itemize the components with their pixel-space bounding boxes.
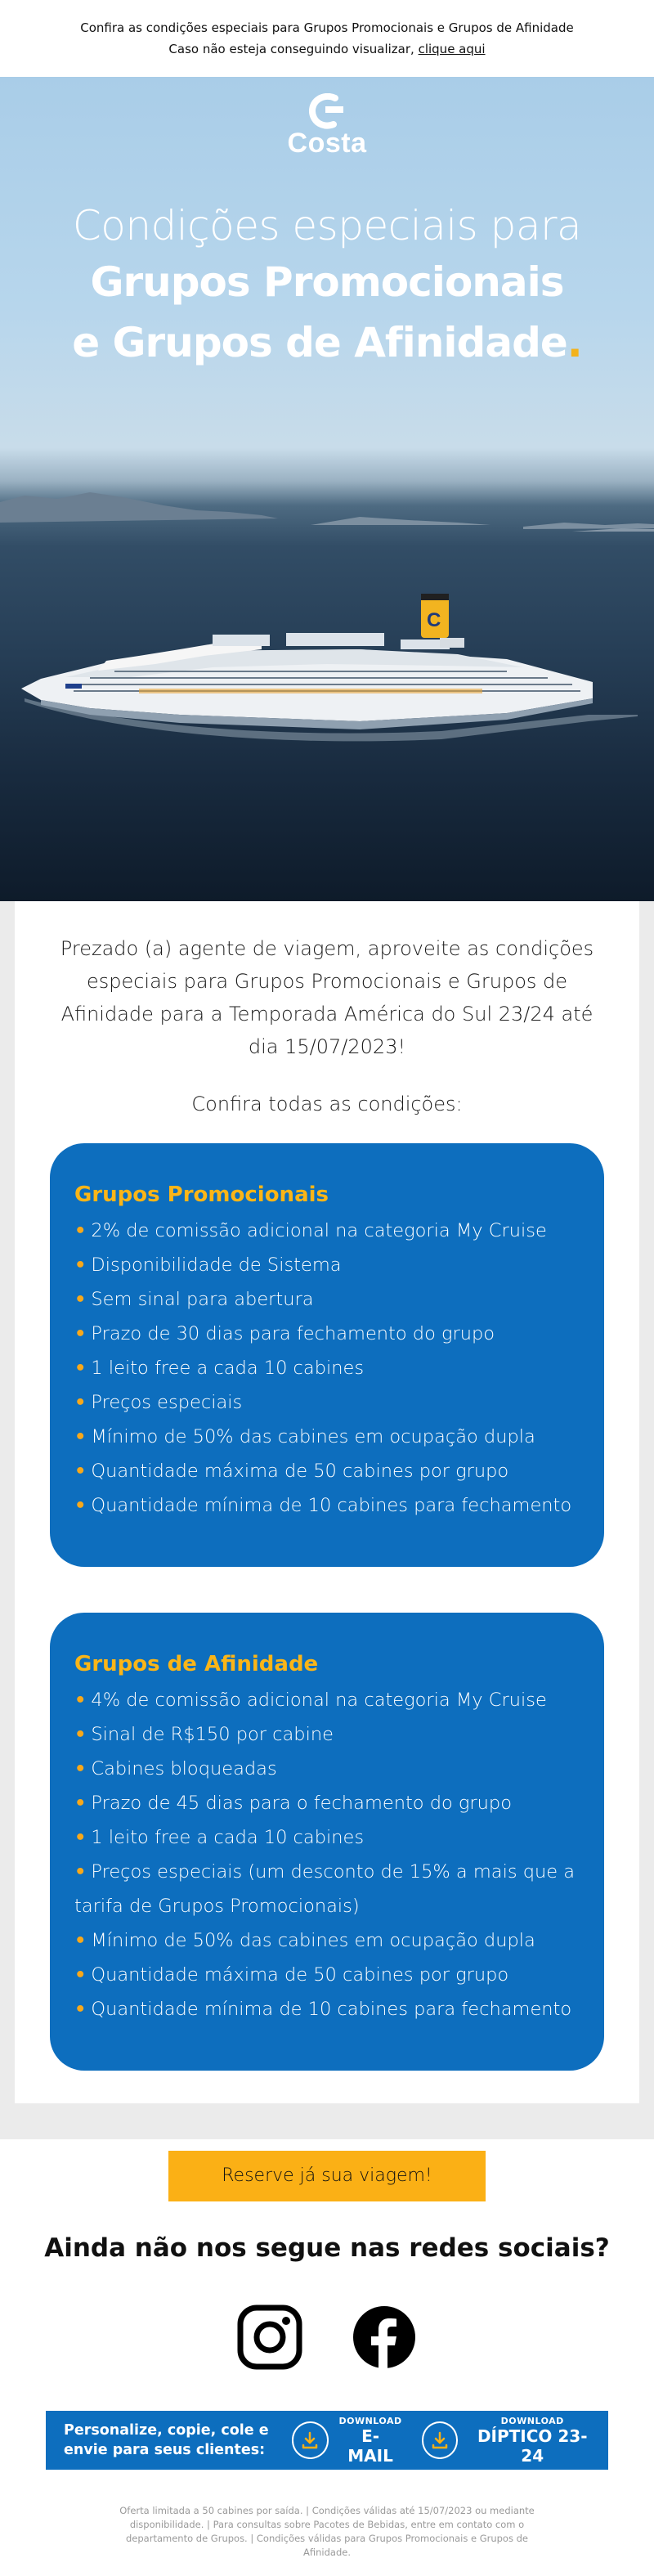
download-small-label: DOWNLOAD (338, 2415, 402, 2426)
cta-section (0, 2139, 654, 2201)
reserve-button[interactable]: Reserve já sua viagem! (168, 2151, 486, 2201)
list-item-text: Quantidade máxima de 50 cabines por grupo (91, 1964, 509, 1986)
hero-title-line2: Grupos Promocionais (90, 258, 564, 306)
list-item-text: Prazo de 30 dias para fechamento do grupo (91, 1323, 495, 1344)
conditions-list (74, 1214, 581, 1523)
download-email-button[interactable] (292, 2416, 402, 2466)
list-item-text: 1 leito free a cada 10 cabines (91, 1827, 365, 1848)
list-item (74, 1420, 581, 1454)
list-item-text: Preços especiais (91, 1392, 243, 1413)
view-online-link[interactable]: clique aqui (418, 42, 486, 56)
bullet-icon: • (74, 1793, 87, 1814)
list-item (74, 1351, 581, 1385)
preheader (0, 0, 654, 77)
list-item-text: 1 leito free a cada 10 cabines (91, 1358, 365, 1379)
list-item (74, 1958, 581, 1992)
bullet-icon: • (74, 1495, 87, 1516)
list-item (74, 1282, 581, 1317)
list-item-text: 4% de comissão adicional na categoria My Cruise (91, 1690, 547, 1711)
download-email-label (338, 2416, 401, 2466)
hero-title-dot: . (567, 319, 582, 366)
download-diptico-button[interactable] (422, 2416, 597, 2466)
bullet-icon: • (74, 1758, 87, 1779)
download-banner (46, 2411, 608, 2470)
list-item-text: Mínimo de 50% das cabines em ocupação dupla (91, 1426, 535, 1447)
conditions-list (74, 1683, 581, 2026)
content-wrapper (0, 901, 654, 2139)
bullet-icon: • (74, 1254, 87, 1276)
social-title: Ainda não nos segue nas redes sociais? (44, 2233, 610, 2263)
list-item-text: Sinal de R$150 por cabine (91, 1724, 334, 1745)
list-item-text: Quantidade máxima de 50 cabines por grupo (91, 1461, 509, 1482)
preheader-prefix: Caso não esteja conseguindo visualizar, (168, 42, 419, 56)
hero-title-line3-text: e Grupos de Afinidade (72, 319, 567, 366)
list-item (74, 1248, 581, 1282)
list-item-text: 2% de comissão adicional na categoria My Cruise (91, 1220, 547, 1241)
list-item (74, 1214, 581, 1248)
card-grupos-de-afinidade (50, 1613, 604, 2071)
download-small-label: DOWNLOAD (500, 2415, 564, 2426)
list-item (74, 1786, 581, 1820)
bullet-icon: • (74, 1861, 87, 1883)
bullet-icon: • (74, 1827, 87, 1848)
costa-logo (0, 93, 654, 159)
hero-title-line1: Condições especiais para (72, 202, 582, 249)
svg-text:C: C (427, 609, 441, 631)
list-item (74, 1820, 581, 1855)
list-item-text: Cabines bloqueadas (91, 1758, 277, 1779)
bullet-icon: • (74, 1999, 87, 2020)
list-item (74, 1752, 581, 1786)
download-icon (292, 2421, 329, 2459)
preheader-line2 (168, 38, 485, 60)
footer-disclaimer: Oferta limitada a 50 cabines por saída. | Condições válidas até 15/07/2023 ou mediante disponibilidade. | Para consultas sobre Pacotes de Bebidas, entre em contato com o departamento de Grupos. | Condições válidas para Grupos Promocionais e Grupos de Afinidade. (119, 2505, 535, 2558)
bullet-icon: • (74, 1724, 87, 1745)
list-item (74, 1488, 581, 1523)
bullet-icon: • (74, 1289, 87, 1310)
list-item-text: Disponibilidade de Sistema (91, 1254, 342, 1276)
bullet-icon: • (74, 1220, 87, 1241)
download-diptico-text: DÍPTICO 23-24 (477, 2426, 588, 2466)
social-icons (0, 2304, 654, 2373)
list-item-text: Quantidade mínima de 10 cabines para fechamento (91, 1495, 572, 1516)
list-item (74, 1385, 581, 1420)
list-item-text: Prazo de 45 dias para o fechamento do grupo (91, 1793, 512, 1814)
list-item (74, 1717, 581, 1752)
hero-banner (0, 77, 654, 901)
costa-c-icon (306, 93, 348, 131)
bullet-icon: • (74, 1358, 87, 1379)
download-diptico-label (468, 2416, 597, 2466)
bullet-icon: • (74, 1930, 87, 1951)
card-grupos-promocionais (50, 1143, 604, 1567)
bullet-icon: • (74, 1426, 87, 1447)
bullet-icon: • (74, 1323, 87, 1344)
list-item-text: Preços especiais (um desconto de 15% a mais que a tarifa de Grupos Promocionais) (74, 1861, 576, 1917)
list-item-text: Mínimo de 50% das cabines em ocupação dupla (91, 1930, 535, 1951)
hero-title (0, 200, 654, 373)
intro-text: Prezado (a) agente de viagem, aproveite as condições especiais para Grupos Promocionais e Grupos de Afinidade para a Temporada América do Sul 23/24 até dia 15/07/2023! (60, 937, 594, 1058)
list-item (74, 1855, 581, 1923)
download-icon (422, 2421, 459, 2459)
banner-text: Personalize, copie, cole e envie para seus clientes: (64, 2422, 269, 2458)
bullet-icon: • (74, 1964, 87, 1986)
hero-title-line3 (0, 312, 654, 373)
conditions-subhead: Confira todas as condições: (191, 1093, 463, 1115)
list-item (74, 1923, 581, 1958)
facebook-icon[interactable] (352, 2304, 417, 2373)
list-item-text: Quantidade mínima de 10 cabines para fechamento (91, 1999, 572, 2020)
download-email-text: E-MAIL (347, 2426, 393, 2466)
cruise-ship-image (16, 592, 638, 772)
card-title: Grupos de Afinidade (74, 1652, 319, 1676)
list-item-text: Sem sinal para abertura (91, 1289, 314, 1310)
bullet-icon: • (74, 1461, 87, 1482)
card-title: Grupos Promocionais (74, 1183, 329, 1207)
preheader-text: Confira as condições especiais para Grupos Promocionais e Grupos de Afinidade (80, 20, 574, 35)
list-item (74, 1317, 581, 1351)
logo-text: Costa (287, 128, 367, 159)
content-panel (15, 901, 639, 2103)
instagram-icon[interactable] (237, 2304, 302, 2373)
list-item (74, 1454, 581, 1488)
list-item (74, 1992, 581, 2026)
bullet-icon: • (74, 1690, 87, 1711)
bullet-icon: • (74, 1392, 87, 1413)
list-item (74, 1683, 581, 1717)
